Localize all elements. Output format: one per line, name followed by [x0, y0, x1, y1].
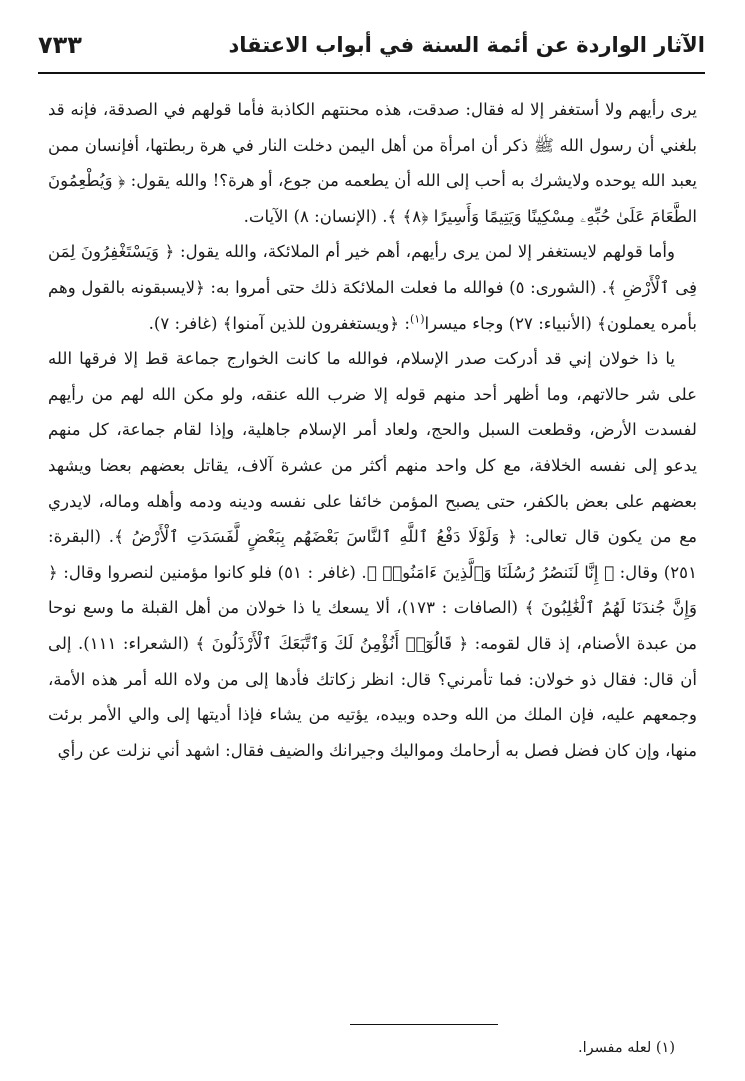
paragraph	[48, 234, 697, 341]
paragraph: يا ذا خولان إني قد أدركت صدر الإسلام، فوالله ما كانت الخوارج جماعة قط إلا فرقها الله على شر حالاتهم، وما أظهر أحد منهم قوله إلا ضرب الله عنقه، ولو مكن الله لهم من رأيهم لفسدت الأرض، وقطعت السبل والحج، ولعاد أمر الإسلام جاهلية، وإذا لقام جماعة، كل منهم يدعو إلى نفسه الخلافة، مع كل واحد منهم أكثر من عشرة آلاف، يقاتل بعضهم بعضا ويشهد بعضهم على بعض بالكفر، حتى يصبح المؤمن خائفا على نفسه ودينه ودمه وأهله وماله، لايدري مع من يكون قال تعالى: ﴿ وَلَوْلَا دَفْعُ ٱللَّهِ ٱلنَّاسَ بَعْضَهُم بِبَعْضٍ لَّفَسَدَتِ ٱلْأَرْضُ ﴾. (البقرة: ٢٥١) وقال: ﴿ إِنَّا لَنَنصُرُ رُسُلَنَا وَٱلَّذِينَ ءَامَنُوا۟ ﴾. (غافر : ٥١) فلو كانوا مؤمنين لنصروا وقال: ﴿ وَإِنَّ جُندَنَا لَهُمُ ٱلْغَٰلِبُونَ ﴾ (الصافات : ١٧٣)، ألا يسعك يا ذا خولان من أهل القبلة ما وسع نوحا من عبدة الأصنام، إذ قال لقومه: ﴿ قَالُوٓا۟ أَنُؤْمِنُ لَكَ وَٱتَّبَعَكَ ٱلْأَرْذَلُونَ ﴾ (الشعراء: ١١١). إلى أن قال: فقال ذو خولان: فما تأمرني؟ قال: انظر زكاتك فأدها إلى من ولاه الله أمر هذه الأمة، وجمعهم عليه، فإن الملك من الله وحده وبيده، يؤتيه من يشاء فإذا أديتها إلى والي الأمر برئت منها، وإن كان فضل فصل به أرحامك ومواليك وجيرانك والضيف فقال: اشهد أني نزلت عن رأي	[48, 349, 698, 760]
page-number: ٧٣٣	[38, 31, 82, 59]
footnote-divider	[350, 1024, 498, 1025]
paragraph-text-tail: : ﴿ويستغفرون للذين آمنوا﴾ (غافر: ٧).	[148, 313, 410, 333]
footnote-reference: (١)	[409, 312, 425, 326]
paragraph-text: وأما قولهم لايستغفر إلا لمن يرى رأيهم، أهم خير أم الملائكة، والله يقول: ﴿ وَيَسْتَغْفِرُونَ لِمَن فِى ٱلْأَرْضِ ﴾. (الشورى: ٥) فوالله ما فعلت الملائكة ذلك حتى أمروا به: ﴿لايسبقونه بالقول وهم بأمره يعملون﴾ (الأنبياء: ٢٧) وجاء ميسرا	[48, 242, 697, 333]
main-text	[48, 92, 697, 768]
paragraph: يرى رأيهم ولا أستغفر إلا له فقال: صدقت، هذه محنتهم الكاذبة فأما قولهم في الصدقة، فإنه قد بلغني أن رسول الله ﷺ ذكر أن امرأة من أهل اليمن دخلت النار في هرة ربطتها، أفإنسان ممن يعبد الله يوحده ولايشرك به أحب إلى الله أن يطعمه من جوع، أو هرة؟! والله يقول: ﴿ وَيُطْعِمُونَ الطَّعَامَ عَلَىٰ حُبِّهِۦ مِسْكِينًا وَيَتِيمًا وَأَسِيرًا ﴿٨﴾ ﴾. (الإنسان: ٨) الآيات.	[48, 100, 697, 226]
header-title: الآثار الواردة عن أئمة السنة في أبواب الاعتقاد	[228, 33, 705, 57]
footnote: (١) لعله مفسرا.	[577, 1040, 675, 1056]
header-divider	[38, 72, 705, 74]
running-header	[38, 22, 705, 68]
